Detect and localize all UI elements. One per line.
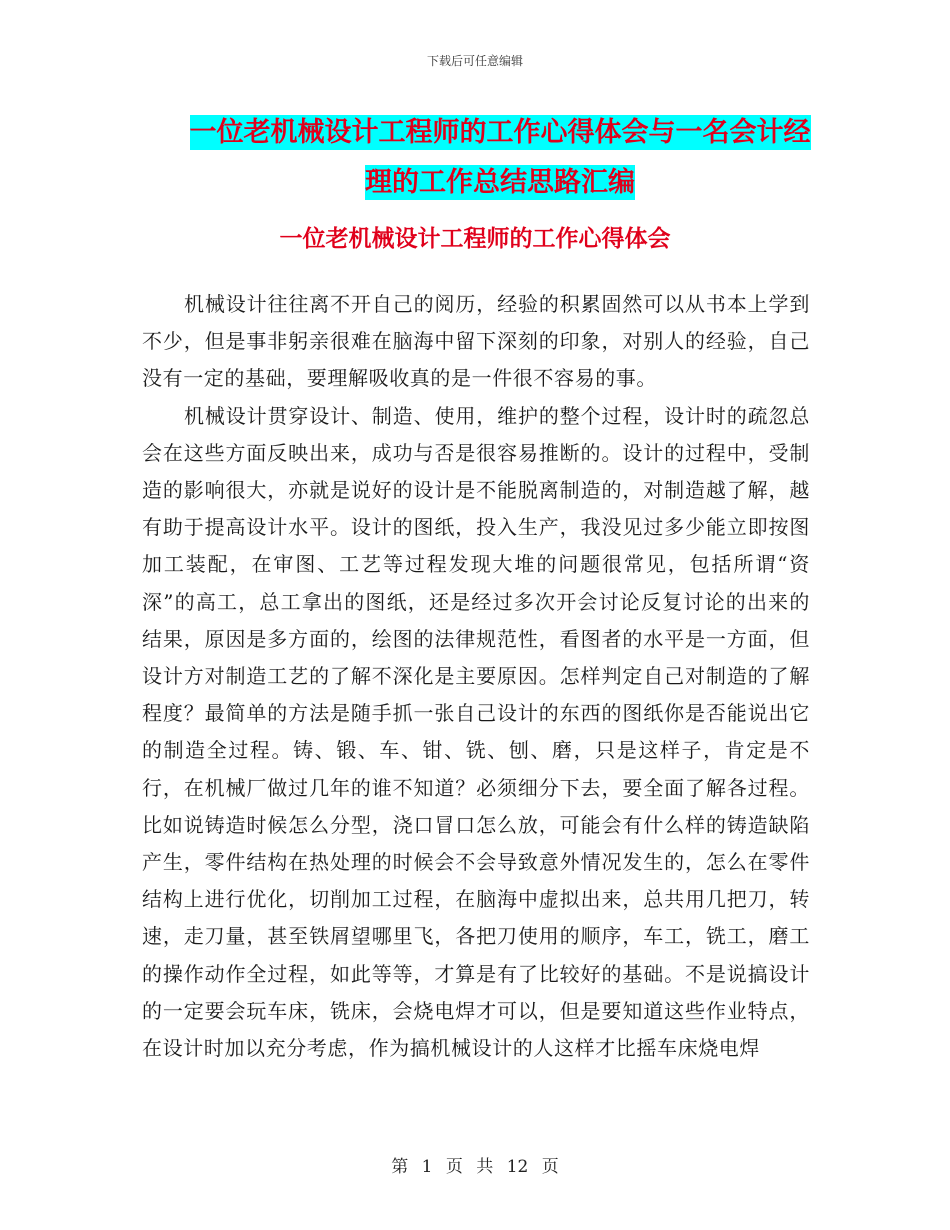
- section-title: 一位老机械设计工程师的工作心得体会: [279, 226, 671, 252]
- paragraph: 机械设计往往离不开自己的阅历，经验的积累固然可以从书本上学到不少，但是事非躬亲很难在脑海中留下深刻的印象，对别人的经验，自己没有一定的基础，要理解吸收真的是一件很不容易的事。: [142, 292, 810, 391]
- document-title-line-1: 一位老机械设计工程师的工作心得体会与一名会计经: [189, 117, 811, 148]
- footer-prefix: 第: [391, 1157, 409, 1177]
- page-total: 12: [506, 1157, 529, 1177]
- footer-total-prefix: 共: [476, 1157, 494, 1177]
- page-footer: [0, 1152, 950, 1177]
- paragraph: 机械设计贯穿设计、制造、使用，维护的整个过程，设计时的疏忽总会在这些方面反映出来，成功与否是很容易推断的。设计的过程中，受制造的影响很大，亦就是说好的设计是不能脱离制造的，对制造越了解，越有助于提高设计水平。设计的图纸，投入生产，我没见过多少能立即按图加工装配，在审图、工艺等过程发现大堆的问题很常见，包括所谓“资深”的高工，总工拿出的图纸，还是经过多次开会讨论反复讨论的出来的结果，原因是多方面的，绘图的法律规范性，看图者的水平是一方面，但设计方对制造工艺的了解不深化是主要原因。怎样判定自己对制造的了解程度？最简单的方法是随手抓一张自己设计的东西的图纸你是否能说出它的制造全过程。铸、锻、车、钳、铣、刨、磨，只是这样子，肯定是不行，在机械厂做过几年的谁不知道？必须细分下去，要全面了解各过程。比如说铸造时候怎么分型，浇口冒口怎么放，可能会有什么样的铸造缺陷产生，零件结构在热处理的时候会不会导致意外情况发生的，怎么在零件结构上进行优化，切削加工过程，在脑海中虚拟出来，总共用几把刀，转速，走刀量，甚至铁屑望哪里飞，各把刀使用的顺序，车工，铣工，磨工的操作动作全过程，如此等等，才算是有了比较好的基础。不是说搞设计的一定要会玩车床，铣床，会烧电焊才可以，但是要知道这些作业特点，在设计时加以充分考虑，作为搞机械设计的人这样才比摇车床烧电焊: [142, 403, 810, 1061]
- footer-mid: 页: [445, 1157, 463, 1177]
- document-title: [150, 108, 850, 208]
- footer-suffix: 页: [541, 1157, 559, 1177]
- document-title-line-2: 理的工作总结思路汇编: [365, 167, 635, 198]
- header-note: 下载后可任意编辑: [426, 54, 523, 68]
- page-number: 1: [421, 1157, 433, 1177]
- body-text: [142, 286, 810, 1067]
